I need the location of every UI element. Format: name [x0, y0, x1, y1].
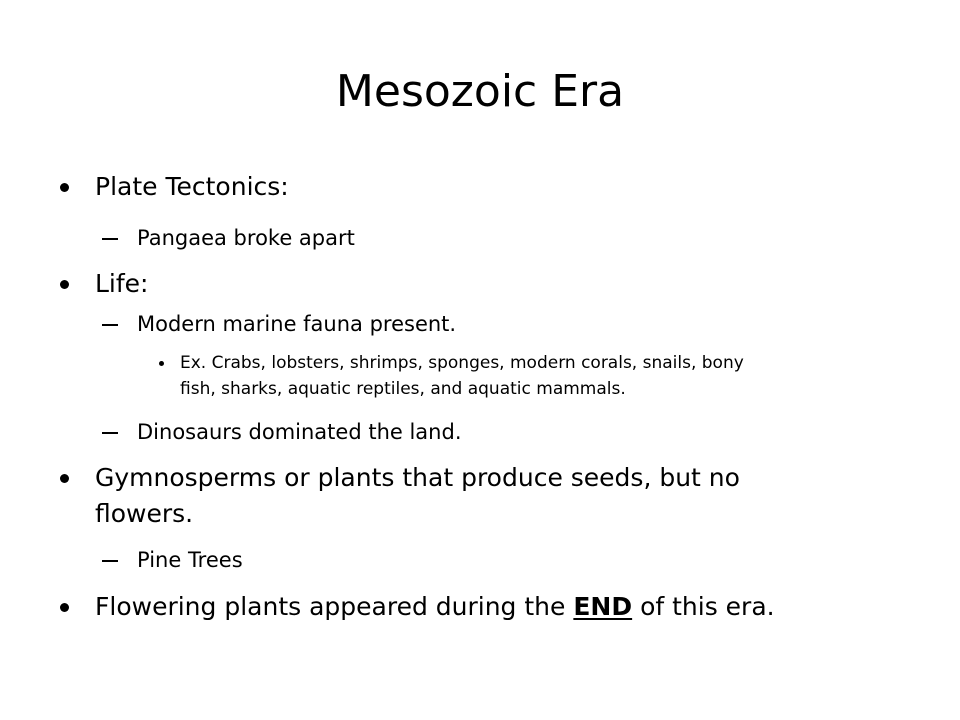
bullet-dot — [60, 183, 69, 192]
detail-examples-line1: Ex. Crabs, lobsters, shrimps, sponges, modern corals, snails, bony — [180, 353, 744, 373]
detail-examples-line2: fish, sharks, aquatic reptiles, and aquatic mammals. — [180, 379, 626, 399]
sub-bullet-pine-trees: Pine Trees — [137, 548, 243, 572]
bullet-dash — [102, 560, 118, 562]
flowering-suffix: of this era. — [632, 592, 775, 621]
slide-title: Mesozoic Era — [335, 66, 625, 117]
flowering-prefix: Flowering plants appeared during the — [95, 592, 574, 621]
bullet-dot-small — [159, 361, 164, 366]
bullet-life: Life: — [95, 269, 149, 298]
bullet-dash — [102, 238, 118, 240]
bullet-dash — [102, 324, 118, 326]
bullet-plate-tectonics: Plate Tectonics: — [95, 172, 289, 201]
bullet-gymnosperms-line2: flowers. — [95, 499, 194, 528]
sub-bullet-marine-fauna: Modern marine fauna present. — [137, 312, 457, 336]
bullet-dot — [60, 280, 69, 289]
bullet-dot — [60, 603, 69, 612]
sub-bullet-dinosaurs: Dinosaurs dominated the land. — [137, 420, 462, 444]
sub-bullet-pangaea: Pangaea broke apart — [137, 226, 355, 250]
bullet-flowering-plants — [95, 591, 775, 623]
emphasis-end: END — [573, 592, 633, 621]
bullet-gymnosperms-line1: Gymnosperms or plants that produce seeds, but no — [95, 463, 740, 492]
bullet-dot — [60, 474, 69, 483]
bullet-dash — [102, 432, 118, 434]
